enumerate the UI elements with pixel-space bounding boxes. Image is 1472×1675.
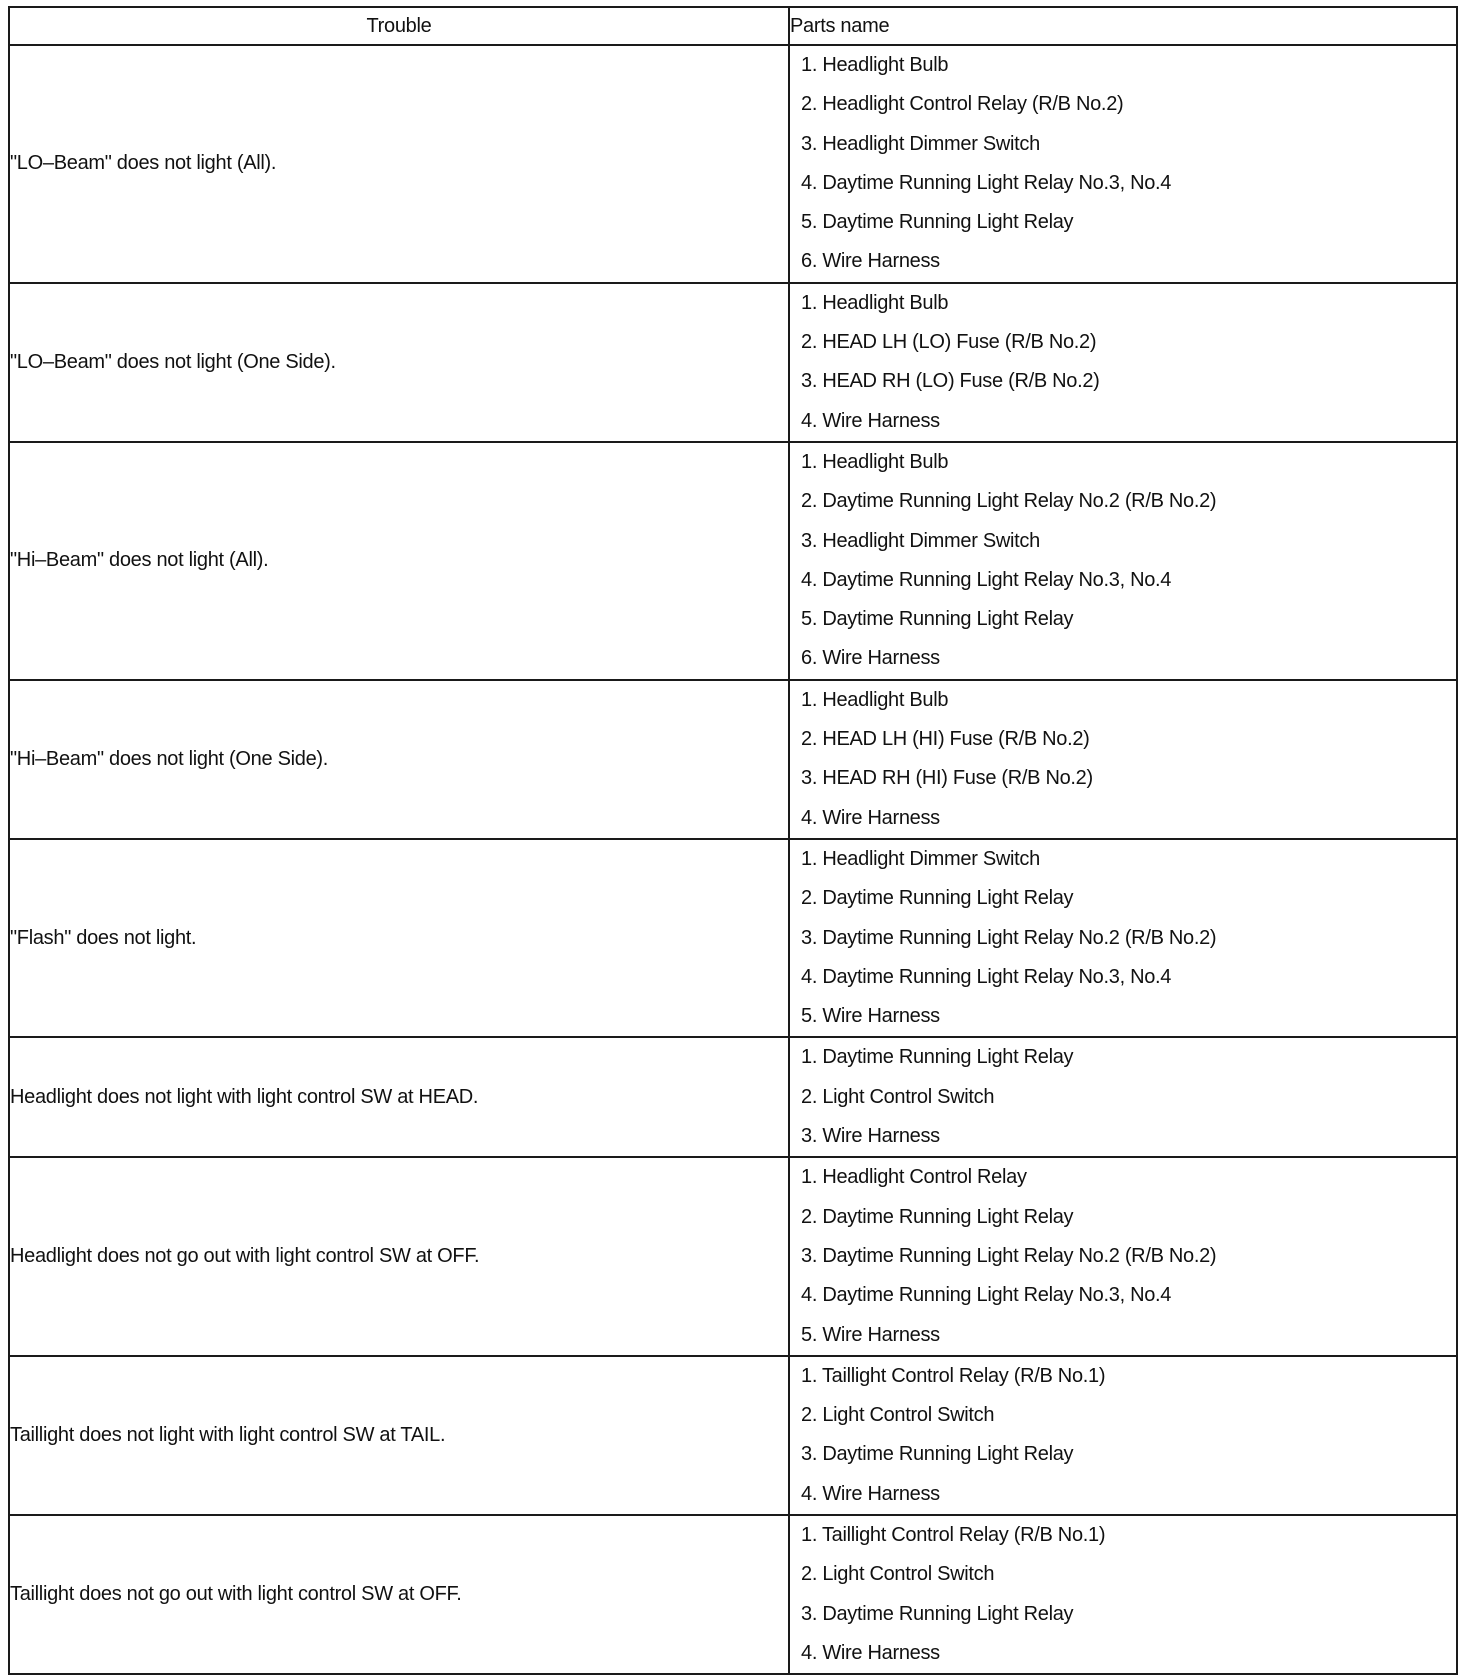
part-item: 4. Daytime Running Light Relay No.3, No.4 <box>801 1284 1172 1307</box>
troubleshooting-sheet <box>8 6 1456 1675</box>
parts-cell <box>789 1356 1457 1515</box>
table-header <box>9 7 1457 45</box>
parts-list <box>790 840 1456 1036</box>
parts-cell <box>789 442 1457 680</box>
part-item: 4. Wire Harness <box>801 1641 940 1664</box>
parts-list <box>790 1038 1456 1156</box>
part-item: 5. Wire Harness <box>801 1323 940 1346</box>
part-item: 3. Daytime Running Light Relay No.2 (R/B No.2) <box>801 1244 1217 1267</box>
part-item: 2. HEAD LH (HI) Fuse (R/B No.2) <box>801 728 1090 751</box>
header-row <box>9 7 1457 45</box>
part-item: 4. Wire Harness <box>801 1482 940 1505</box>
parts-list <box>790 443 1456 679</box>
parts-list <box>790 1516 1456 1673</box>
trouble-cell: "Hi–Beam" does not light (All). <box>9 442 789 680</box>
part-item: 5. Wire Harness <box>801 1005 940 1028</box>
trouble-cell: "Flash" does not light. <box>9 839 789 1037</box>
part-item: 1. Taillight Control Relay (R/B No.1) <box>801 1523 1106 1546</box>
part-item: 3. HEAD RH (HI) Fuse (R/B No.2) <box>801 767 1093 790</box>
part-item: 1. Headlight Bulb <box>801 291 949 314</box>
trouble-cell: Headlight does not go out with light control SW at OFF. <box>9 1157 789 1355</box>
table-row <box>9 839 1457 1037</box>
part-item: 2. HEAD LH (LO) Fuse (R/B No.2) <box>801 331 1097 354</box>
parts-cell <box>789 45 1457 283</box>
parts-cell <box>789 1037 1457 1157</box>
part-item: 1. Daytime Running Light Relay <box>801 1046 1074 1069</box>
part-item: 3. HEAD RH (LO) Fuse (R/B No.2) <box>801 370 1100 393</box>
part-item: 1. Headlight Control Relay <box>801 1166 1027 1189</box>
part-item: 2. Light Control Switch <box>801 1404 995 1427</box>
table-row <box>9 1515 1457 1674</box>
parts-cell <box>789 839 1457 1037</box>
part-item: 2. Daytime Running Light Relay <box>801 1205 1074 1228</box>
trouble-cell: Headlight does not light with light control SW at HEAD. <box>9 1037 789 1157</box>
part-item: 2. Daytime Running Light Relay <box>801 887 1074 910</box>
part-item: 2. Light Control Switch <box>801 1085 995 1108</box>
parts-cell <box>789 1515 1457 1674</box>
parts-list <box>790 1158 1456 1354</box>
part-item: 1. Headlight Bulb <box>801 688 949 711</box>
part-item: 3. Headlight Dimmer Switch <box>801 529 1040 552</box>
header-parts-name: Parts name <box>789 7 1457 45</box>
part-item: 3. Daytime Running Light Relay <box>801 1443 1074 1466</box>
parts-list <box>790 284 1456 441</box>
part-item: 1. Headlight Bulb <box>801 450 949 473</box>
part-item: 4. Daytime Running Light Relay No.3, No.4 <box>801 171 1172 194</box>
part-item: 5. Daytime Running Light Relay <box>801 608 1074 631</box>
table-row <box>9 1157 1457 1355</box>
table-body <box>9 45 1457 1674</box>
table-row <box>9 680 1457 839</box>
trouble-cell: Taillight does not go out with light control SW at OFF. <box>9 1515 789 1674</box>
parts-list <box>790 681 1456 838</box>
table-row <box>9 1037 1457 1157</box>
part-item: 1. Taillight Control Relay (R/B No.1) <box>801 1364 1106 1387</box>
part-item: 1. Headlight Bulb <box>801 54 949 76</box>
part-item: 4. Wire Harness <box>801 409 940 432</box>
trouble-cell: "LO–Beam" does not light (One Side). <box>9 283 789 442</box>
parts-list <box>790 46 1456 282</box>
table-row <box>9 45 1457 283</box>
table-row <box>9 1356 1457 1515</box>
part-item: 2. Daytime Running Light Relay No.2 (R/B No.2) <box>801 490 1217 513</box>
troubleshooting-table <box>8 6 1458 1675</box>
part-item: 4. Daytime Running Light Relay No.3, No.4 <box>801 568 1172 591</box>
part-item: 4. Daytime Running Light Relay No.3, No.4 <box>801 965 1172 988</box>
part-item: 3. Daytime Running Light Relay No.2 (R/B No.2) <box>801 926 1217 949</box>
trouble-cell: "LO–Beam" does not light (All). <box>9 45 789 283</box>
part-item: 5. Daytime Running Light Relay <box>801 211 1074 234</box>
parts-cell <box>789 680 1457 839</box>
parts-cell <box>789 283 1457 442</box>
parts-list <box>790 1357 1456 1514</box>
parts-cell <box>789 1157 1457 1355</box>
part-item: 6. Wire Harness <box>801 647 940 670</box>
part-item: 4. Wire Harness <box>801 806 940 829</box>
trouble-cell: "Hi–Beam" does not light (One Side). <box>9 680 789 839</box>
part-item: 6. Wire Harness <box>801 250 940 273</box>
part-item: 3. Daytime Running Light Relay <box>801 1602 1074 1625</box>
part-item: 3. Headlight Dimmer Switch <box>801 132 1040 155</box>
part-item: 2. Light Control Switch <box>801 1563 995 1586</box>
part-item: 1. Headlight Dimmer Switch <box>801 847 1040 870</box>
trouble-cell: Taillight does not light with light control SW at TAIL. <box>9 1356 789 1515</box>
part-item: 2. Headlight Control Relay (R/B No.2) <box>801 93 1124 116</box>
part-item: 3. Wire Harness <box>801 1125 940 1148</box>
table-row <box>9 283 1457 442</box>
table-row <box>9 442 1457 680</box>
header-trouble: Trouble <box>9 7 789 45</box>
